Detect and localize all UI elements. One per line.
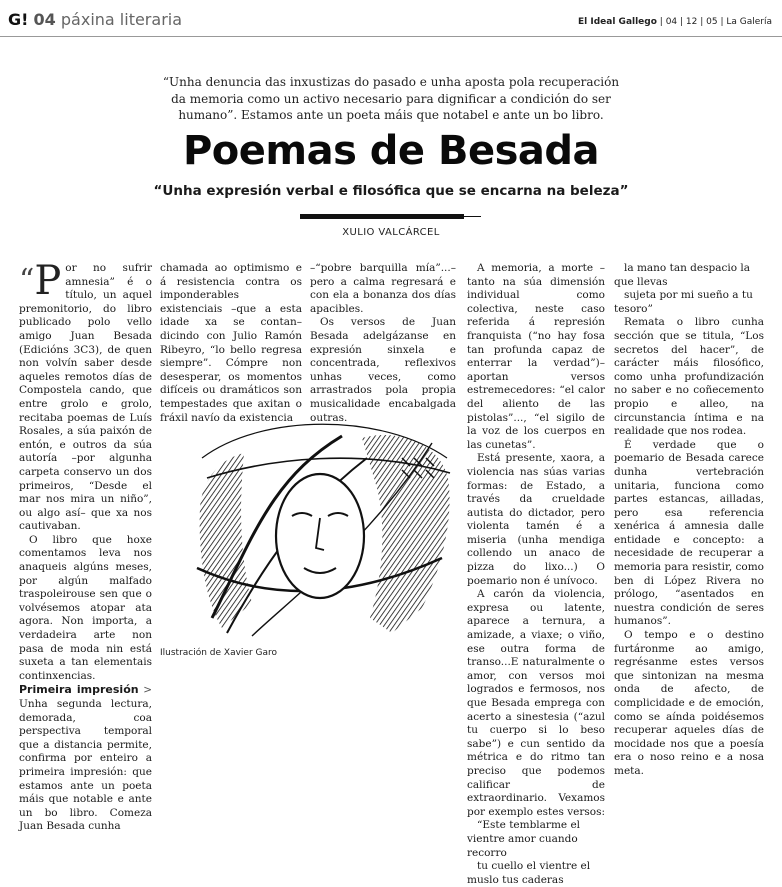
paragraph: O tempo e o destino furtáronme ao amigo, regrésanme estes versos que sintonizan na mesma onda de afecto, de complicidade e de emoción, como se aínda poidésemos recuperar aqueles días de mocidade nos que a poesía era o noso reino e a nosa meta. (614, 629, 764, 777)
article-column-2 (160, 262, 302, 425)
title-rule-thick (300, 214, 464, 219)
article-column-1 (19, 258, 153, 834)
paragraph: O libro que hoxe comentamos leva nos anaqueis algúns meses, por algún malfado traspoleirouse sen que o volvésemos atopar ata agora. Non importa, a verdadeira arte non pasa de moda nin está suxeta a tan elementais continxencias. (19, 533, 152, 682)
header-separator: | (659, 17, 666, 27)
supplement-name: La Galería (726, 17, 772, 27)
header-separator: | (720, 17, 727, 27)
subheading: Primeira impresión (19, 683, 139, 697)
poem-verse: la mano tan despacio la que llevas (614, 262, 750, 288)
poem-verse: sujeta por mi sueño a tu tesoro” (614, 289, 753, 315)
paragraph: Está presente, xaora, a violencia nas súas varias formas: de Estado, a través da crueldade autista do dictador, pero violenta tamén é a miseria (unha mendiga collendo un anaco de pizza do lixo...) O poemario non é unívoco. (467, 452, 605, 587)
newspaper-name: El Ideal Gallego (578, 17, 657, 27)
page-header-left (8, 10, 182, 29)
article-headline: Poemas de Besada (182, 128, 600, 174)
page-number: 04 (33, 10, 56, 29)
drop-cap: “P (19, 258, 62, 304)
article-subtitle: “Unha expresión verbal e filosófica que se encarna na beleza” (153, 183, 629, 199)
article-column-3 (310, 262, 456, 425)
paragraph: A carón da violencia, expresa ou latente, aparece a ternura, a amizade, a viaxe; o viño, ese outra forma de transo...E naturalmente o amor, con versos moi logrados e fermosos, nos que Besada emprega con acerto a sinestesia (“azul tu cuerpo si lo beso sabe”) e cun sentido da métrica e do ritmo tan preciso que podemos calificar de extraordinario. Vexamos por exemplo estes versos: (467, 588, 606, 818)
article-column-5 (614, 262, 764, 779)
lead-quote: “Unha denuncia das inxustizas do pasado e unha aposta pola recuperación da memoria como un activo necesario para dignificar a condición do ser humano”. Estamos ante un poeta máis que notabel e ante un bo libro. (162, 75, 620, 122)
paragraph: A memoria, a morte –tanto na súa dimensión individual como colectiva, neste caso referida á represión franquista (“no hay fosa tan profunda capaz de enterrar la verdad”)– aportan versos estremecedores: “el calor del aliento de las pistolas”..., “el sigilo de la voz de los cuerpos en las cunetas”. (467, 262, 605, 451)
issue-date: 04 | 12 | 05 (665, 17, 718, 27)
article-byline: XULIO VALCÁRCEL (342, 227, 440, 238)
section-title: páxina literaria (60, 10, 183, 29)
chevron-right-icon: > (143, 684, 153, 697)
poem-verse: “Este temblarme el vientre amor cuando recorro (467, 819, 581, 859)
hatched-shape (362, 435, 450, 633)
paragraph: “P or no sufrir amnesia” é o título, un aquel premonitorio, do libro publicado polo vello amigo Juan Besada (Edicións 3C3), de quen non volvín saber desde aqueles remotos días de Compostela cando, que entre grolo e grolo, recitaba poemas de Luís Rosales, a súa paixón de entón, e outros da súa autoría –por algunha carpeta conservo un dos primeiros, “Desde el mar nos mira un niño”, ou algo así– que xa nos cautivaban. (19, 258, 152, 533)
paragraph: chamada ao optimismo e á resistencia contra os imponderables existenciais –que a esta idade xa se contan– dicindo con Julio Ramón Ribeyro, “lo bello regresa siempre”. Cómpre non desesperar, os momentos difíceis ou dramáticos son tempestades que axitan o fráxil navío da existencia (160, 262, 302, 424)
title-rule-thin (464, 216, 481, 217)
illustration-drawing (192, 418, 456, 640)
paragraph: Remata o libro cunha sección que se titula, “Los secretos del hacer”, de carácter máis filosófico, como unha profundización no saber e no coñecemento propio e alleo, na circunstancia íntima e na realidade que nos rodea. (614, 316, 764, 438)
page-header-right (578, 17, 772, 27)
paragraph: Primeira impresión > Unha segunda lectura, demorada, coa perspectiva temporal que a distancia permite, confirma por enteiro a primeira impresión: que estamos ante un poeta máis que notable e ante un bo libro. Comeza Juan Besada cunha (19, 683, 153, 833)
brand-logo: G! (8, 10, 29, 29)
paragraph: É verdade que o poemario de Besada carece dunha vertebración unitaria, funciona como partes estancas, ailladas, pero esa referencia xenérica á amnesia dalle entidade e concepto: a necesidade de recuperar a memoria para resistir, como ben di López Rivera no prólogo, “asentados en nuestra condición de seres humanos”. (614, 438, 764, 628)
header-divider (0, 36, 782, 37)
article-column-4 (467, 262, 605, 887)
illustration-caption: Ilustración de Xavier Garo (160, 648, 278, 658)
face-outline (276, 474, 364, 598)
poem-verse: tu cuello el vientre el muslo tus caderas (467, 860, 591, 886)
paragraph: –“pobre barquilla mía”...– pero a calma regresará e con ela a bonanza dos días apacibles. (310, 262, 456, 315)
paragraph: Os versos de Juan Besada adelgázanse en expresión sinxela e concentrada, reflexivos unhas veces, como arrastrados pola propia musicalidade encabalgada outras. (310, 316, 456, 424)
